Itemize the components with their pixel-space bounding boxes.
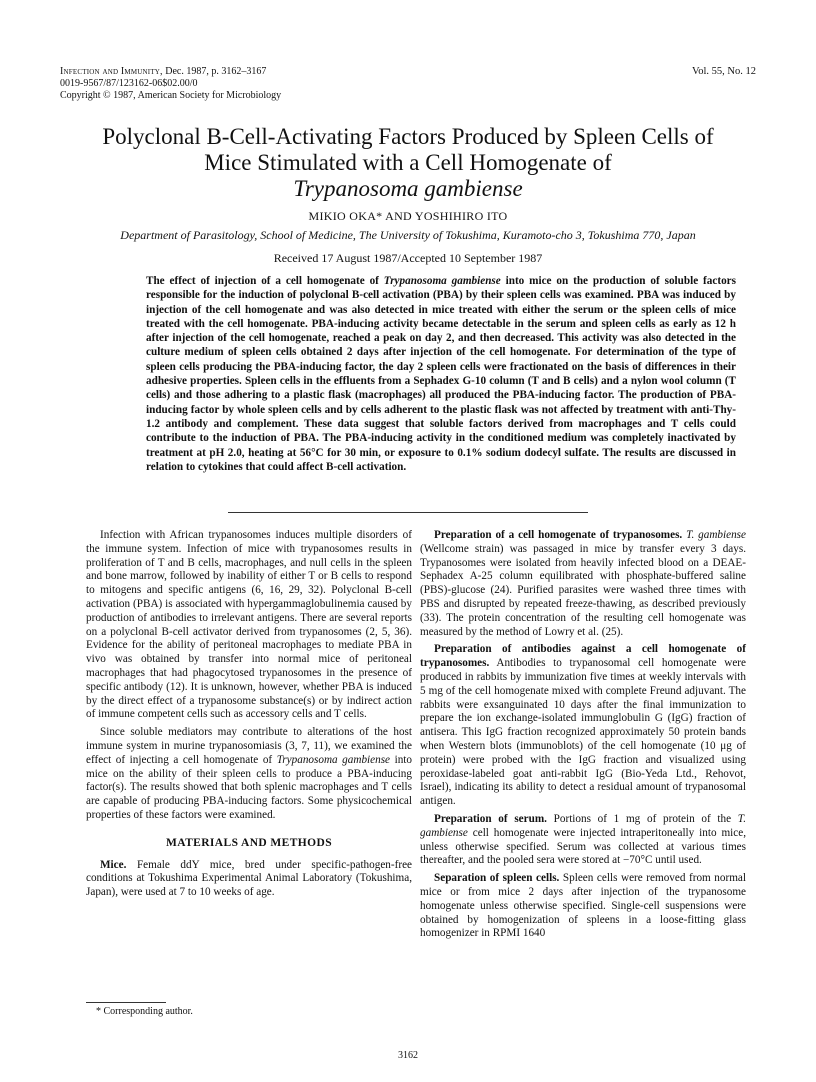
mice-label: Mice. bbox=[100, 858, 127, 871]
article-title bbox=[40, 124, 776, 202]
antibodies-label: Preparation of antibodies against a cell homogenate of trypanosomes. bbox=[420, 643, 746, 670]
homogenate-paragraph bbox=[420, 529, 746, 639]
right-column bbox=[420, 529, 746, 941]
left-column bbox=[86, 529, 412, 900]
intro-p2-text-a: Since soluble mediators may contribute to alterations of the host immune system in murine trypanosomiasis (3, 7, 11), we examined the effect of injecting a cell homogenate of bbox=[86, 726, 412, 766]
title-line-3: Trypanosoma gambiense bbox=[293, 176, 523, 201]
title-line-1: Polyclonal B-Cell-Activating Factors Produced by Spleen Cells of bbox=[102, 124, 714, 149]
abstract bbox=[146, 274, 736, 474]
homogenate-species: T. gambiense bbox=[682, 529, 746, 541]
abstract-species: Trypanosoma gambiense bbox=[383, 275, 501, 287]
volume-info: Vol. 55, No. 12 bbox=[692, 66, 756, 77]
citation: Dec. 1987, p. 3162–3167 bbox=[165, 66, 267, 77]
serum-paragraph bbox=[420, 813, 746, 868]
serum-species: T. gambiense bbox=[420, 812, 746, 839]
separation-text: Spleen cells were removed from normal mice or from mice 2 days after injection of the trypanosome homogenate unless otherwise specified. Single-cell suspensions were obtained by homogenization of spleens in a loose-fitting glass homogenizer in RPMI 1640 bbox=[420, 872, 746, 940]
homogenate-text: (Wellcome strain) was passaged in mice by transfer every 3 days. Trypanosomes were isolated from heavily infected blood on a DEAE-Sephadex A-25 column equilibrated with phosphate-buffered saline (PBS)-glucose (24). Purified parasites were washed three times with PBS and disrupted by repeated freeze-thawing, as described previously (33). The protein concentration of the resulting cell homogenate was measured by the method of Lowry et al. (25). bbox=[420, 542, 746, 638]
mice-paragraph bbox=[86, 859, 412, 900]
antibodies-paragraph bbox=[420, 643, 746, 809]
serum-label: Preparation of serum. bbox=[434, 812, 547, 825]
journal-header bbox=[60, 66, 281, 102]
copyright: Copyright © 1987, American Society for Microbiology bbox=[60, 90, 282, 101]
separation-paragraph bbox=[420, 872, 746, 941]
title-line-2: Mice Stimulated with a Cell Homogenate of bbox=[204, 150, 612, 175]
abstract-text-1: The effect of injection of a cell homogenate of bbox=[146, 275, 384, 287]
received-dates: Received 17 August 1987/Accepted 10 September 1987 bbox=[273, 251, 543, 265]
journal-name: Infection and Immunity, bbox=[60, 66, 163, 77]
antibodies-text: Antibodies to trypanosomal cell homogenate were produced in rabbits by immunization five times at weekly intervals with 5 mg of the cell homogenate mixed with complete Freund adjuvant. The rabbits were exsanguinated 10 days after the final immunization to prepare the ion exchange-isolated immunglobulin G (IgG) fraction of antisera. This IgG fraction recognized approximately 50 protein bands when Western blots (immunoblots) of the cell homogenate (10 μg of protein) were probed with the IgG fraction and visualized using peroxidase-labeled goat anti-rabbit IgG (Bio-Yeda Ltd., Rehovot, Israel), indicating its ability to detect a residual amount of trypanosomal antigen. bbox=[420, 657, 746, 808]
issn: 0019-9567/87/123162-06$02.00/0 bbox=[60, 78, 198, 89]
intro-p2-species: Trypanosoma gambiense bbox=[276, 753, 391, 766]
serum-text-2: cell homogenate were injected intraperitoneally into mice, unless otherwise specified. Serum was collected at various times thereafter, and the pooled sera were stored at −70°C until used. bbox=[420, 826, 746, 867]
intro-paragraph-2 bbox=[86, 726, 412, 823]
serum-text-1: Portions of 1 mg of protein of the bbox=[546, 812, 738, 825]
abstract-text-2: into mice on the production of soluble factors responsible for the induction of polyclonal B-cell activation (PBA) by their spleen cells was examined. PBA was induced by injection of the cell homogenate and was also detected in mice treated with either the serum or the spleen cells of mice treated with the cell homogenate. PBA-inducing activity became detectable in the serum and spleen cells as early as 12 h after injection of the cell homogenate, reached a peak on day 2, and then decreased. This activity was also detected in the culture medium of spleen cells obtained 2 days after injection of the cell homogenate. For determination of the type of spleen cells producing the PBA-inducing factor, the day 2 spleen cells were fractionated on the basis of differences in their adhesive properties. Spleen cells in the effluents from a Sephadex G-10 column (T and B cells) and a nylon wool column (T cells) and those adhering to a plastic flask (macrophages) all produced the PBA-inducing factor. The production of PBA-inducing factor by whole spleen cells and by cells adherent to the plastic flask was not affected by treatment with anti-Thy-1.2 antibody and complement. These data suggest that soluble factors derived from macrophages and T cells could contribute to the induction of PBA. The PBA-inducing activity in the conditioned medium was completely inactivated by treatment at pH 2.0, heating at 56°C for 30 min, or exposure to 0.1% sodium dodecyl sulfate. The results are discussed in relation to cytokines that could affect B-cell activation. bbox=[146, 275, 736, 473]
footnote: * Corresponding author. bbox=[96, 1006, 193, 1017]
authors: MIKIO OKA* AND YOSHIHIRO ITO bbox=[308, 209, 508, 223]
affiliation: Department of Parasitology, School of Medicine, The University of Tokushima, Kuramoto-cho 3, Tokushima 770, Japan bbox=[120, 228, 696, 242]
section-divider bbox=[228, 512, 588, 513]
intro-p2-text-b: into mice on the ability of their spleen cells to produce a PBA-inducing factor(s). The results showed that both splenic macrophages and T cells are capable of producing PBA-inducing factors. Some physicochemical properties of these factors were examined. bbox=[86, 753, 412, 821]
separation-label: Separation of spleen cells. bbox=[434, 872, 560, 885]
mice-text: Female ddY mice, bred under specific-pathogen-free conditions at Tokushima Experimental Animal Laboratory (Tokushima, Japan), were used at 7 to 10 weeks of age. bbox=[86, 858, 412, 899]
footnote-divider bbox=[86, 1002, 166, 1003]
intro-paragraph-1: Infection with African trypanosomes induces multiple disorders of the immune system. Infection of mice with trypanosomes results in proliferation of T and B cells, macrophages, and null cells in the spleen and bone marrow, followed by inability of either T or B cells to respond to mitogens and specific antigens (6, 16, 29, 32). Polyclonal B-cell activation (PBA) is associated with hypergammaglobulinemia caused by production of antibodies to irrelevant antigens. There are several reports on a polyclonal B-cell activator derived from trypanosomes (2, 5, 36). Evidence for the ability of peritoneal macrophages to mediate PBA in vivo was obtained by transfer into normal mice of peritoneal macrophages that had phagocytosed trypanosomes in the presence of specific antibody (12). It is unknown, however, whether PBA is induced by the direct effect of a trypanosome substance(s) or by indirect action of immune competent cells such as accessory cells and T cells. bbox=[86, 529, 412, 721]
homogenate-label: Preparation of a cell homogenate of trypanosomes. bbox=[434, 529, 683, 541]
page-number: 3162 bbox=[398, 1050, 418, 1061]
methods-heading: MATERIALS AND METHODS bbox=[165, 836, 332, 849]
